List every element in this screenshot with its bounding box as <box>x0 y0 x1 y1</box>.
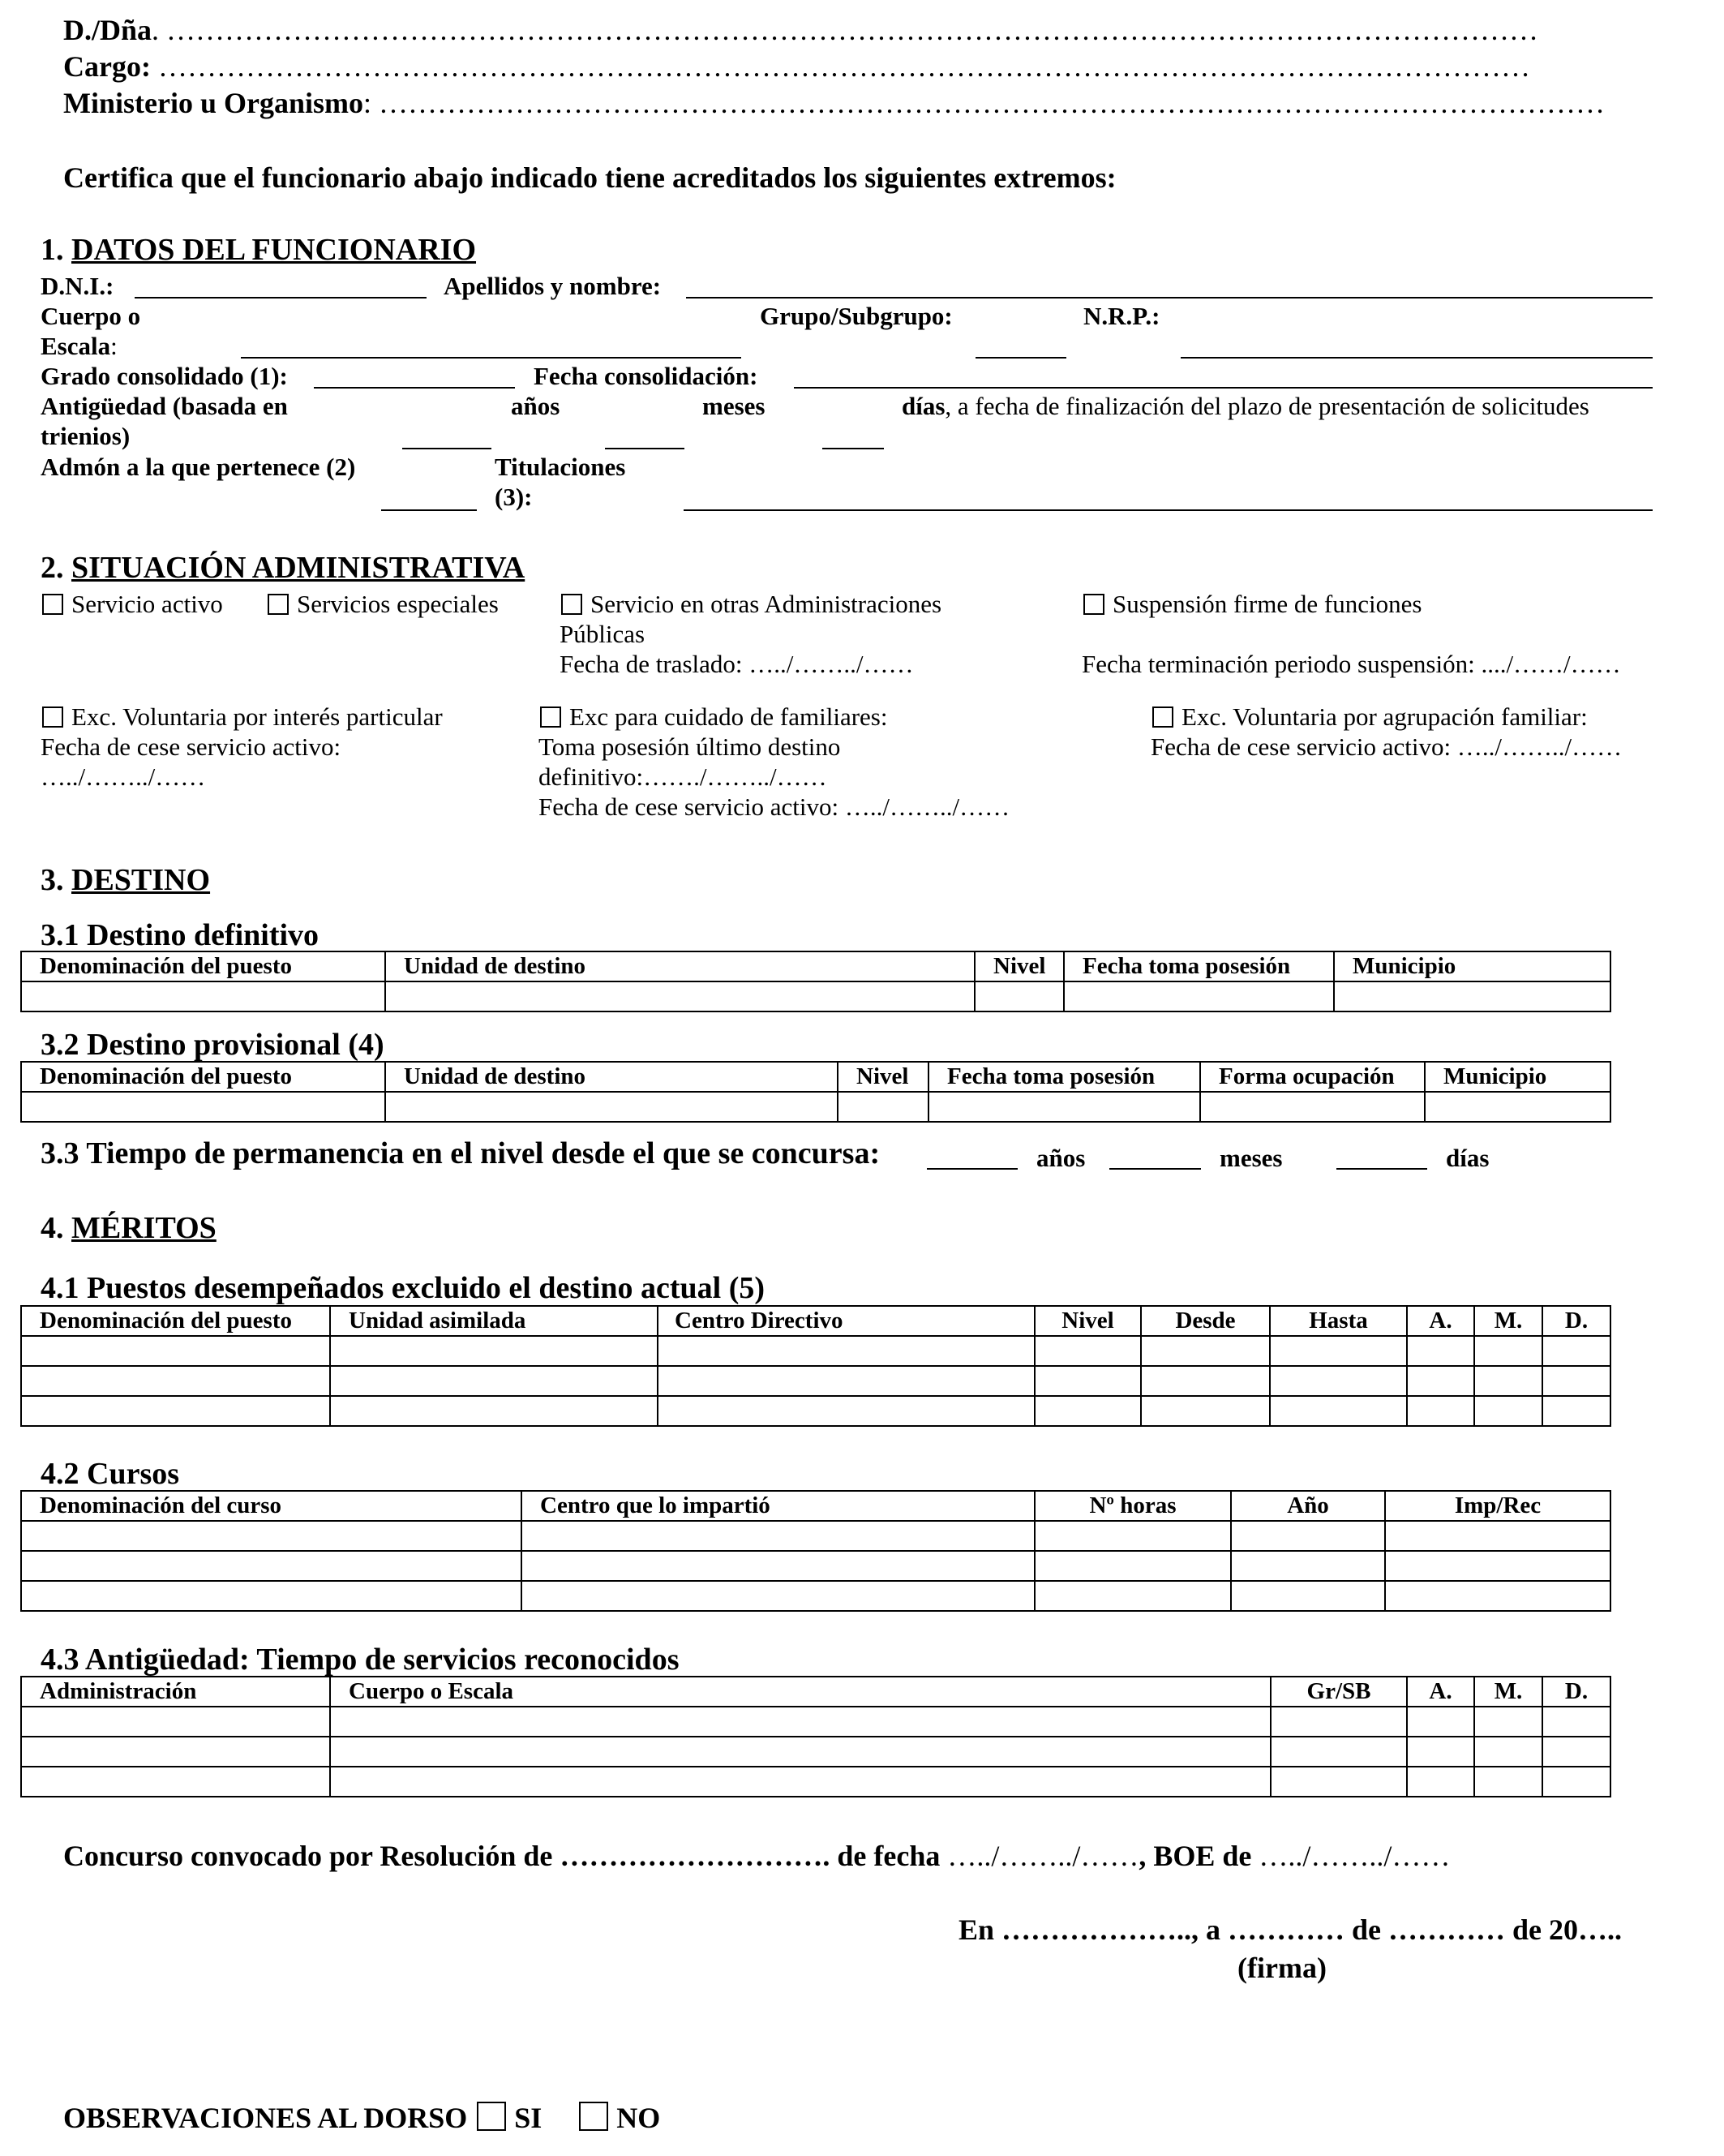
table-cell[interactable] <box>1407 1737 1474 1767</box>
table-cell[interactable] <box>330 1336 658 1366</box>
table-cell[interactable] <box>1200 1092 1425 1122</box>
table-cell[interactable] <box>975 981 1064 1011</box>
section3-title: DESTINO <box>71 863 211 897</box>
column-header: M. <box>1474 1677 1542 1707</box>
table-row[interactable] <box>21 1092 1610 1122</box>
table-cell[interactable] <box>1542 1366 1610 1396</box>
dni-label: D.N.I.: <box>41 272 114 300</box>
ministerio-row <box>63 86 1605 120</box>
antiguedad-table <box>20 1676 1611 1797</box>
table-cell[interactable] <box>1542 1396 1610 1426</box>
observaciones-no-checkbox[interactable] <box>579 2102 608 2131</box>
cargo-field[interactable]: …………………………………………………………………………………………………………………………… <box>150 50 1530 83</box>
antiguedad-label: Antigüedad (basada en <box>41 392 288 420</box>
table-header-row <box>21 1062 1610 1092</box>
escala-word: Escala <box>41 332 111 360</box>
exc-agrupacion-label: Exc. Voluntaria por agrupación familiar: <box>1181 702 1588 731</box>
table-cell[interactable] <box>1231 1551 1385 1581</box>
column-header: Municipio <box>1425 1062 1610 1092</box>
section1-number: 1. <box>41 233 71 267</box>
table-cell[interactable] <box>1270 1336 1407 1366</box>
section4-heading <box>41 1210 217 1246</box>
servicio-activo-option[interactable] <box>42 590 223 619</box>
table-cell[interactable] <box>1407 1366 1474 1396</box>
column-header: Cuerpo o Escala <box>330 1677 1271 1707</box>
escala-colon: : <box>110 332 118 360</box>
table-cell[interactable] <box>21 1366 330 1396</box>
table-cell[interactable] <box>21 1396 330 1426</box>
table-cell[interactable] <box>928 1092 1200 1122</box>
apellidos-label: Apellidos y nombre: <box>444 272 662 300</box>
table-cell[interactable] <box>1231 1521 1385 1551</box>
table-header-row <box>21 1306 1610 1336</box>
fecha-cese-1: Fecha de cese servicio activo: <box>41 732 341 761</box>
admon-label: Admón a la que pertenece (2) <box>41 453 356 481</box>
table-cell[interactable] <box>1271 1737 1407 1767</box>
table-cell[interactable] <box>1231 1581 1385 1611</box>
table-cell[interactable] <box>330 1707 1271 1737</box>
table-header-row <box>21 1491 1610 1521</box>
section3-heading <box>41 862 210 898</box>
column-header: Hasta <box>1270 1306 1407 1336</box>
table-cell[interactable] <box>330 1737 1271 1767</box>
titulaciones-label: Titulaciones <box>495 453 626 481</box>
checkbox[interactable] <box>1083 594 1104 615</box>
table-cell[interactable] <box>1035 1551 1231 1581</box>
column-header: Año <box>1231 1491 1385 1521</box>
table-cell[interactable] <box>21 1092 385 1122</box>
puestos-table <box>20 1305 1611 1427</box>
dni-field-line[interactable] <box>135 297 427 298</box>
trienios-label: trienios) <box>41 422 131 450</box>
cargo-row <box>63 49 1530 84</box>
section4-title: MÉRITOS <box>71 1211 217 1245</box>
table-cell[interactable] <box>521 1581 1035 1611</box>
section1-title: DATOS DEL FUNCIONARIO <box>71 233 477 267</box>
exc-voluntaria-label: Exc. Voluntaria por interés particular <box>71 702 443 731</box>
meses-field-line[interactable] <box>605 448 684 449</box>
destino-definitivo-table <box>20 951 1611 1012</box>
table-cell[interactable] <box>1271 1707 1407 1737</box>
apellidos-field-line[interactable] <box>686 297 1653 298</box>
table-cell[interactable] <box>521 1551 1035 1581</box>
concurso-fecha-dots[interactable]: …../……../…… <box>947 1840 1139 1872</box>
dona-row <box>63 13 1538 47</box>
exc-familiares-option[interactable] <box>540 702 887 732</box>
dias-field-line[interactable] <box>822 448 884 449</box>
fecha-consolidacion-field-line[interactable] <box>794 387 1653 389</box>
table-header-row <box>21 951 1610 981</box>
column-header: Nivel <box>838 1062 928 1092</box>
table-row[interactable] <box>21 1521 1610 1551</box>
section3-number: 3. <box>41 863 71 897</box>
servicios-especiales-label: Servicios especiales <box>297 590 499 618</box>
table-cell[interactable] <box>1542 1336 1610 1366</box>
certifica-text: Certifica que el funcionario abajo indicado tiene acreditados los siguientes extremos: <box>63 161 1117 194</box>
firma-label: (firma) <box>1237 1952 1327 1984</box>
permanencia-meses-line[interactable] <box>1109 1168 1201 1170</box>
table-cell[interactable] <box>658 1336 1035 1366</box>
table-cell[interactable] <box>1407 1767 1474 1797</box>
permanencia-dias-line[interactable] <box>1336 1168 1427 1170</box>
column-header: Denominación del puesto <box>21 1306 330 1336</box>
table-cell[interactable] <box>1141 1396 1270 1426</box>
column-header: Centro Directivo <box>658 1306 1035 1336</box>
titulaciones-field-line[interactable] <box>684 509 1653 511</box>
checkbox[interactable] <box>42 706 63 728</box>
table-cell[interactable] <box>1425 1092 1610 1122</box>
observaciones-si-checkbox[interactable] <box>477 2102 506 2131</box>
table-cell[interactable] <box>1035 1581 1231 1611</box>
column-header: Administración <box>21 1677 330 1707</box>
column-header: Municipio <box>1334 951 1610 981</box>
section4-number: 4. <box>41 1211 71 1245</box>
checkbox[interactable] <box>268 594 289 615</box>
table-cell[interactable] <box>330 1366 658 1396</box>
dias-label: días <box>902 392 946 420</box>
table-cell[interactable] <box>658 1366 1035 1396</box>
fecha-cese-2: Fecha de cese servicio activo: …../……../…… <box>538 792 1010 821</box>
observaciones-label: OBSERVACIONES AL DORSO <box>63 2102 468 2134</box>
fecha-terminacion: Fecha terminación periodo suspensión: ..../……/…… <box>1082 650 1621 678</box>
admon-field-line[interactable] <box>381 509 477 511</box>
table-cell[interactable] <box>1385 1521 1610 1551</box>
table-cell[interactable] <box>385 981 975 1011</box>
permanencia-dias-label: días <box>1446 1144 1490 1172</box>
table-cell[interactable] <box>21 1581 521 1611</box>
table-cell[interactable] <box>1141 1366 1270 1396</box>
fecha-cese-3: Fecha de cese servicio activo: …../……../…… <box>1151 732 1623 761</box>
anos-label: años <box>511 392 560 420</box>
checkbox[interactable] <box>1152 706 1173 728</box>
table-row[interactable] <box>21 1396 1610 1426</box>
destino-provisional-table <box>20 1061 1611 1123</box>
section2-title: SITUACIÓN ADMINISTRATIVA <box>71 551 525 585</box>
meses-label: meses <box>702 392 766 420</box>
table-cell[interactable] <box>330 1396 658 1426</box>
column-header: Forma ocupación <box>1200 1062 1425 1092</box>
table-cell[interactable] <box>1035 1521 1231 1551</box>
otras-admin-option[interactable] <box>561 590 941 619</box>
observaciones-no-label: NO <box>616 2102 661 2134</box>
table-cell[interactable] <box>1270 1396 1407 1426</box>
observaciones-row <box>63 2101 660 2135</box>
dias-row <box>902 392 1589 421</box>
section1-heading <box>41 232 476 268</box>
permanencia-label: 3.3 Tiempo de permanencia en el nivel desde el que se concursa: <box>41 1136 881 1170</box>
column-header: D. <box>1542 1306 1610 1336</box>
table-cell[interactable] <box>1407 1396 1474 1426</box>
column-header: Denominación del puesto <box>21 1062 385 1092</box>
escala-label <box>41 332 118 361</box>
column-header: Unidad de destino <box>385 951 975 981</box>
section2-heading <box>41 550 525 586</box>
exc-voluntaria-option[interactable] <box>42 702 443 732</box>
nrp-label: N.R.P.: <box>1083 302 1160 330</box>
permanencia-anos-line[interactable] <box>927 1168 1018 1170</box>
permanencia-anos-label: años <box>1036 1144 1086 1172</box>
table-cell[interactable] <box>1474 1737 1542 1767</box>
table-cell[interactable] <box>1474 1396 1542 1426</box>
antiguedad-heading: 4.3 Antigüedad: Tiempo de servicios reconocidos <box>41 1643 680 1677</box>
table-row[interactable] <box>21 1737 1610 1767</box>
titulaciones-ref: (3): <box>495 483 533 511</box>
table-cell[interactable] <box>385 1092 838 1122</box>
column-header: Unidad asimilada <box>330 1306 658 1336</box>
column-header: Imp/Rec <box>1385 1491 1610 1521</box>
cargo-label: Cargo: <box>63 50 151 83</box>
table-cell[interactable] <box>1474 1767 1542 1797</box>
concurso-text: Concurso convocado por Resolución de ………………………. de fecha <box>63 1840 948 1872</box>
table-cell[interactable] <box>838 1092 928 1122</box>
fecha-cese-1-dots: …../……../…… <box>41 762 206 791</box>
definitivo: definitivo:……./……../…… <box>538 762 827 791</box>
section2-number: 2. <box>41 551 71 585</box>
table-cell[interactable] <box>21 1551 521 1581</box>
nrp-field-line[interactable] <box>1181 357 1653 359</box>
boe-text: , BOE de <box>1139 1840 1259 1872</box>
dona-label: D./Dña <box>63 14 152 46</box>
suspension-label: Suspensión firme de funciones <box>1113 590 1422 618</box>
fecha-consolidacion-label: Fecha consolidación: <box>534 362 758 390</box>
destino-definitivo-heading: 3.1 Destino definitivo <box>41 918 319 952</box>
grado-field-line[interactable] <box>314 387 515 389</box>
table-cell[interactable] <box>1271 1767 1407 1797</box>
toma-posesion: Toma posesión último destino <box>538 732 841 761</box>
table-cell[interactable] <box>21 1767 330 1797</box>
table-cell[interactable] <box>330 1767 1271 1797</box>
table-cell[interactable] <box>1385 1551 1610 1581</box>
column-header: Nº horas <box>1035 1491 1231 1521</box>
table-row[interactable] <box>21 1767 1610 1797</box>
column-header: Gr/SB <box>1271 1677 1407 1707</box>
puestos-heading: 4.1 Puestos desempeñados excluido el destino actual (5) <box>41 1271 765 1305</box>
cursos-heading: 4.2 Cursos <box>41 1457 180 1491</box>
table-cell[interactable] <box>1385 1581 1610 1611</box>
cuerpo-escala-field-line[interactable] <box>241 357 741 359</box>
publicas-label: Públicas <box>560 620 645 648</box>
table-row[interactable] <box>21 1336 1610 1366</box>
column-header: A. <box>1407 1306 1474 1336</box>
table-row[interactable] <box>21 981 1610 1011</box>
column-header: Nivel <box>975 951 1064 981</box>
grado-label: Grado consolidado (1): <box>41 362 288 390</box>
otras-admin-label: Servicio en otras Administraciones <box>590 590 942 618</box>
exc-familiares-label: Exc para cuidado de familiares: <box>569 702 888 731</box>
table-cell[interactable] <box>1141 1336 1270 1366</box>
table-cell[interactable] <box>1542 1707 1610 1737</box>
table-cell[interactable] <box>1035 1396 1141 1426</box>
cursos-table <box>20 1490 1611 1612</box>
table-cell[interactable] <box>521 1521 1035 1551</box>
servicios-especiales-option[interactable] <box>268 590 499 619</box>
table-cell[interactable] <box>21 1521 521 1551</box>
table-row[interactable] <box>21 1366 1610 1396</box>
table-cell[interactable] <box>1474 1366 1542 1396</box>
observaciones-si-label: SI <box>514 2102 543 2134</box>
table-cell[interactable] <box>21 1707 330 1737</box>
column-header: Nivel <box>1035 1306 1141 1336</box>
table-cell[interactable] <box>1035 1366 1141 1396</box>
grupo-label: Grupo/Subgrupo: <box>760 302 953 330</box>
column-header: M. <box>1474 1306 1542 1336</box>
table-cell[interactable] <box>658 1396 1035 1426</box>
table-cell[interactable] <box>1064 981 1334 1011</box>
anos-field-line[interactable] <box>402 448 491 449</box>
ministerio-field[interactable]: : ……………………………………………………………………………………………………………… <box>362 87 1605 119</box>
column-header: Fecha toma posesión <box>928 1062 1200 1092</box>
dias-text: , a fecha de finalización del plazo de presentación de solicitudes <box>945 392 1589 420</box>
servicio-activo-label: Servicio activo <box>71 590 223 618</box>
table-header-row <box>21 1677 1610 1707</box>
table-cell[interactable] <box>1542 1767 1610 1797</box>
dona-field[interactable]: . …………………………………………………………………………………………………………………………… <box>152 14 1539 46</box>
cuerpo-label: Cuerpo o <box>41 302 141 330</box>
table-row[interactable] <box>21 1707 1610 1737</box>
table-cell[interactable] <box>1270 1366 1407 1396</box>
table-cell[interactable] <box>1474 1336 1542 1366</box>
ministerio-label: Ministerio u Organismo <box>63 87 363 119</box>
checkbox[interactable] <box>42 594 63 615</box>
table-row[interactable] <box>21 1551 1610 1581</box>
table-cell[interactable] <box>1542 1737 1610 1767</box>
column-header: Desde <box>1141 1306 1270 1336</box>
checkbox[interactable] <box>540 706 561 728</box>
table-cell[interactable] <box>1035 1336 1141 1366</box>
column-header: Centro que lo impartió <box>521 1491 1035 1521</box>
checkbox[interactable] <box>561 594 582 615</box>
fecha-traslado: Fecha de traslado: …../……../…… <box>560 650 914 678</box>
column-header: Denominación del curso <box>21 1491 521 1521</box>
permanencia-meses-label: meses <box>1220 1144 1283 1172</box>
column-header: Fecha toma posesión <box>1064 951 1334 981</box>
table-cell[interactable] <box>21 1737 330 1767</box>
table-cell[interactable] <box>1407 1336 1474 1366</box>
column-header: A. <box>1407 1677 1474 1707</box>
en-line: En ……………….., a ………… de ………… de 20….. <box>958 1913 1623 1946</box>
destino-provisional-heading: 3.2 Destino provisional (4) <box>41 1028 384 1062</box>
grupo-field-line[interactable] <box>976 357 1066 359</box>
column-header: Unidad de destino <box>385 1062 838 1092</box>
column-header: D. <box>1542 1677 1610 1707</box>
boe-dots[interactable]: …../……../…… <box>1259 1840 1451 1872</box>
table-cell[interactable] <box>1334 981 1610 1011</box>
table-row[interactable] <box>21 1581 1610 1611</box>
table-cell[interactable] <box>1407 1707 1474 1737</box>
table-cell[interactable] <box>21 1336 330 1366</box>
suspension-option[interactable] <box>1083 590 1422 619</box>
table-cell[interactable] <box>21 981 385 1011</box>
table-cell[interactable] <box>1474 1707 1542 1737</box>
concurso-line <box>63 1839 1450 1873</box>
exc-agrupacion-option[interactable] <box>1152 702 1588 732</box>
column-header: Denominación del puesto <box>21 951 385 981</box>
